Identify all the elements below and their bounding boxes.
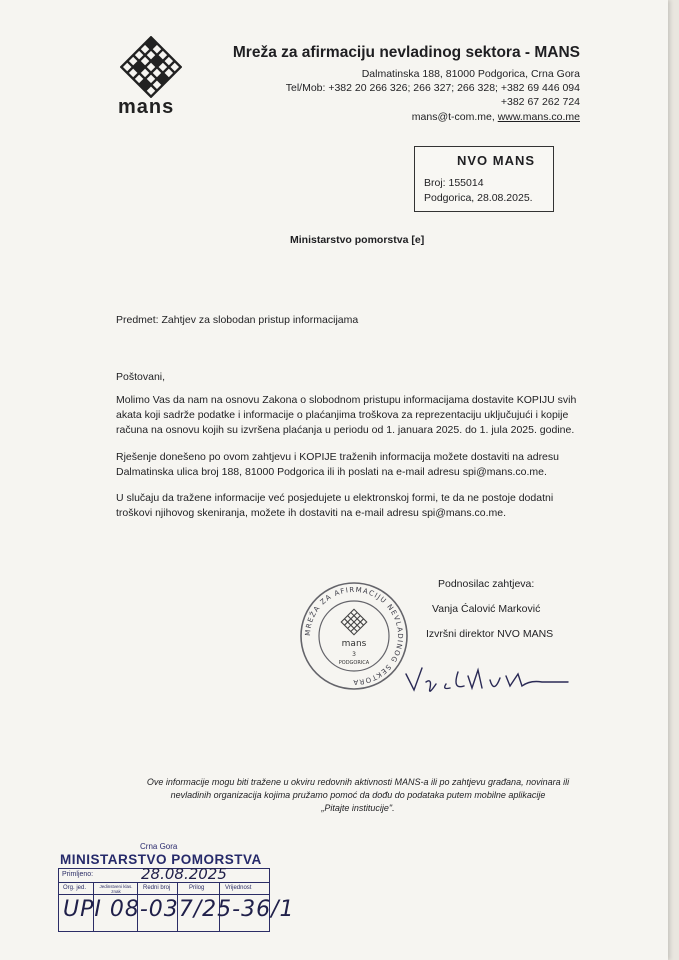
stamp-ring-text: MREŽA ZA AFIRMACIJU NEVLADINOG SEKTORA <box>303 585 405 687</box>
organization-contact <box>412 111 580 123</box>
paragraph-2-line-1: Rješenje donešeno po ovom zahtjevu i KOPIJE traženih informacija možete dostaviti na adresu <box>116 451 559 463</box>
organization-name: Mreža za afirmaciju nevladinog sektora - MANS <box>232 44 580 61</box>
handwritten-signature-icon <box>402 660 582 700</box>
footer-note-line-1: Ove informacije mogu biti tražene u okviru redovnih aktivnosti MANS-a ili po zahtjevu građana, novinara ili <box>146 777 570 787</box>
organization-address: Dalmatinska 188, 81000 Podgorica, Crna Gora <box>361 68 580 80</box>
paragraph-3-line-1: U slučaju da tražene informacije već posjedujete u elektronskoj formi, te da ne postoje dodatni <box>116 492 554 504</box>
registry-col-number: Redni broj <box>143 885 171 891</box>
stamp-city: PODGORICA <box>338 660 370 666</box>
mans-logo-icon <box>120 36 182 98</box>
signatory-title: Izvršni direktor NVO MANS <box>426 628 554 640</box>
paragraph-1-line-2: akata koji sadrže podatke i informacije o plaćanjima troškova za reprezentaciju uključujući i kopije <box>116 409 569 421</box>
organization-website: www.mans.co.me <box>497 111 580 123</box>
registry-col-unit: Jedinstveni klas. znak <box>99 884 133 894</box>
logo-text: mans <box>118 96 175 118</box>
registry-col-attach: Prilog <box>189 885 205 891</box>
stamp-center-text: mans <box>341 639 367 649</box>
registry-handwritten-code: UPI 08-037/25-36/1 <box>63 897 295 922</box>
registry-col-value: Vrijednost <box>225 885 252 891</box>
registry-table <box>58 865 295 932</box>
organization-phones: Tel/Mob: +382 20 266 326; 266 327; 266 328; +382 69 446 094 <box>285 82 580 94</box>
organization-phones-2: +382 67 262 724 <box>500 96 580 108</box>
signatory-name: Vanja Ćalović Marković <box>432 603 541 615</box>
paragraph-3-line-2: troškovi njihovog skeniranja, možete ih dostaviti na e-mail adresu spi@mans.co.me. <box>116 507 507 519</box>
stamp-seal-icon <box>298 580 410 692</box>
footer-note-line-2: nevladinih organizacija kojima pružamo pomoć da dođu do podataka putem mobilne aplikacije <box>170 790 546 800</box>
registry-received-date: 28.08.2025 <box>141 865 227 883</box>
subject-line: Predmet: Zahtjev za slobodan pristup informacijama <box>116 314 359 326</box>
registry-received-label: Primljeno: <box>62 871 94 878</box>
footer-note-line-3: „Pitajte institucije". <box>321 803 395 813</box>
registry-ministry: MINISTARSTVO POMORSTVA <box>60 852 262 867</box>
signature-label: Podnosilac zahtjeva: <box>438 578 535 590</box>
footer-note <box>118 776 598 815</box>
reference-number: Broj: 155014 <box>424 177 484 189</box>
organization-email: mans@t-com.me, <box>411 111 495 123</box>
reference-date: Podgorica, 28.08.2025. <box>424 192 533 204</box>
paragraph-1-line-3: računa na osnovu kojih su izvršena plaćanja u periodu od 1. januara 2025. do 1. jula 2025. godine. <box>116 424 575 436</box>
paragraph-2-line-2: Dalmatinska ulica broj 188, 81000 Podgorica ili ih poslati na e-mail adresu spi@mans.co.me. <box>116 466 547 478</box>
greeting: Poštovani, <box>116 371 166 383</box>
stamp-number: 3 <box>352 651 356 658</box>
reference-title: NVO MANS <box>457 153 536 168</box>
recipient: Ministarstvo pomorstva [e] <box>290 234 425 246</box>
paragraph-1-line-1: Molimo Vas da nam na osnovu Zakona o slobodnom pristupu informacijama dostavite KOPIJU svih <box>116 394 577 406</box>
mans-stamp <box>298 580 410 697</box>
registry-col-org: Org. jed. <box>63 885 87 891</box>
registry-country: Crna Gora <box>140 842 178 851</box>
